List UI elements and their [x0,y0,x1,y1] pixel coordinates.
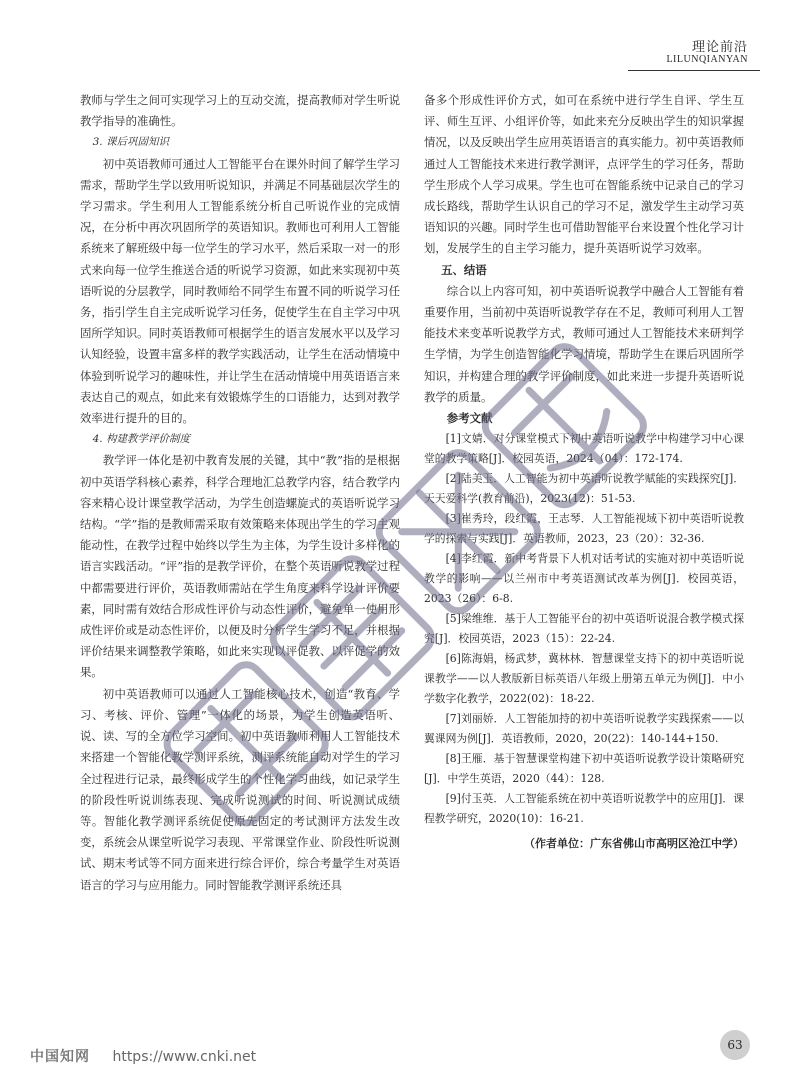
header-title: 理论前沿 [691,40,748,55]
footer-url[interactable]: https://www.cnki.net [112,1049,257,1065]
reference-item: [3]崔秀玲，段红霞，王志琴．人工智能视域下初中英语听说教学的探索与实践[J]．英语教师，2023，23（20）：32-36. [424,512,744,546]
left-column [80,90,400,896]
header-rule [628,70,760,71]
reference-item: [5]梁维维．基于人工智能平台的初中英语听说混合教学模式探究[J]．校园英语，2023（15）：22-24. [424,612,744,646]
page-number: 63 [720,1030,750,1060]
left-paragraph: 教学评一体化是初中教育发展的关键，其中“教”指的是根据初中英语学科核心素养，科学合理地汇总教学内容，结合教学内容来精心设计课堂教学活动，为学生创造螺旋式的英语听说学习结构。“学”指的是教师需采取有效策略来体现出学生的学习主观能动性，在教学过程中始终以学生为主体，为学生设计多样化的语言实践活动。“评”指的是教学评价，在整个英语听说教学过程中都需要进行评价，英语教师需站在学生角度来科学设计评价要素，同时需有效结合形成性评价与动态性评价，避免单一使用形成性评价或是动态性评价，以便及时分析学生学习不足，并根据评价结果来调整教学策略，如此来实现以评促教、以评促学的效果。 [80,453,400,680]
reference-item: [9]付玉英．人工智能系统在初中英语听说教学中的应用[J]．课程教学研究，2020(10)：16-21. [424,792,744,826]
subsection-heading: 3. 课后巩固知识 [92,136,169,149]
right-column [424,90,744,854]
reference-item: [8]王雁．基于智慧课堂构建下初中英语听说教学设计策略研究[J]．中学生英语，2020（44）：128. [424,752,744,786]
header-pinyin: LILUNQIANYAN [666,54,748,65]
right-paragraph: 综合以上内容可知，初中英语听说教学中融合人工智能有着重要作用，当前初中英语听说教学存在不足，教师可利用人工智能技术来变革听说教学方式，教师可通过人工智能技术来研判学生学情，为学生创造智能化学习情境，帮助学生在课后巩固所学知识，并构建合理的教学评价制度，如此来进一步提升英语听说教学的质量。 [424,283,744,404]
reference-item: [2]陆美玉．人工智能为初中英语听说教学赋能的实践探究[J]．天天爱科学(教育前沿)，2023(12)：51-53. [424,472,744,506]
reference-list [424,429,744,829]
reference-item: [6]陈海娟，杨武梦，冀林林．智慧课堂支持下的初中英语听说课教学——以人教版新目标英语八年级上册第五单元为例[J]．中小学数字化教学，2022(02)：18-22. [424,652,744,706]
reference-item: [1]文婧．对分课堂模式下初中英语听说教学中构建学习中心课堂的教学策略[J]．校园英语，2024（04）：172-174. [424,432,744,466]
section-heading: 五、结语 [441,262,487,277]
left-paragraph: 教师与学生之间可实现学习上的互动交流，提高教师对学生听说教学指导的准确性。 [80,93,400,129]
cnki-logo: 中国知网 [30,1049,90,1065]
subsection-heading: 4. 构建教学评价制度 [92,433,190,446]
left-paragraph: 初中英语教师可以通过人工智能核心技术，创造“教育、学习、考核、评价、管理”一体化的场景，为学生创造英语听、说、读、写的全方位学习空间。初中英语教师利用人工智能技术来搭建一个智能化教学测评系统，测评系统能自动对学生的学习全过程进行记录，最终形成学生的个性化学习曲线，如记录学生的阶段性听说训练表现、完成听说测试的时间、听说测试成绩等。智能化教学测评系统促使原先固定的考试测评方法发生改变，系统会从课堂听说学习表现、平常课堂作业、阶段性听说测试、期末考试等不同方面来进行综合评价，综合考量学生对英语语言的学习与应用能力。同时智能教学测评系统还具 [80,686,400,892]
reference-item: [4]李红霞．新中考背景下人机对话考试的实施对初中英语听说教学的影响——以兰州市中考英语测试改革为例[J]．校园英语，2023（26）：6-8. [424,552,744,606]
author-affiliation: （作者单位：广东省佛山市高明区沧江中学） [524,837,744,851]
references-heading: 参考文献 [446,411,493,426]
right-paragraph: 备多个形成性评价方式，如可在系统中进行学生自评、学生互评、师生互评、小组评价等，如此来充分反映出学生的知识掌握情况，以及反映出学生应用英语语言的真实能力。初中英语教师通过人工智能技术来进行教学测评，点评学生的学习任务，帮助学生形成个人学习成果。学生也可在智能系统中记录自己的学习成长路线，帮助学生认识自己的学习不足，激发学生主动学习英语知识的兴趣。同时学生也可借助智能平台来设置个性化学习计划，发展学生的自主学习能力，提升英语听说学习效率。 [424,93,744,256]
reference-item: [7]刘丽娇．人工智能加持的初中英语听说教学实践探索——以翼课网为例[J]．英语教师，2020，20(22)：140-144+150. [424,712,744,746]
left-paragraph: 初中英语教师可通过人工智能平台在课外时间了解学生学习需求，帮助学生学以致用听说知识，并满足不同基础层次学生的学习需求。学生利用人工智能系统分析自己听说作业的完成情况，在分析中再次巩固所学的英语知识。教师也可利用人工智能系统来了解班级中每一位学生的学习水平，然后采取一对一的形式来向每一位学生推送合适的听说学习资源，如此来实现初中英语听说的分层教学，同时教师给不同学生布置不同的听说学习任务，指引学生自主完成听说学习任务，促使学生在自主学习中巩固所学知识。同时英语教师可根据学生的语言发展水平以及学习认知经验，设置丰富多样的教学实践活动，让学生在活动情境中体验到听说学习的趣味性，并让学生在活动情境中用英语语言来表达自己的观点，如此来有效锻炼学生的口语能力，达到对教学效率进行提升的目的。 [80,156,400,426]
footer [30,1046,256,1066]
